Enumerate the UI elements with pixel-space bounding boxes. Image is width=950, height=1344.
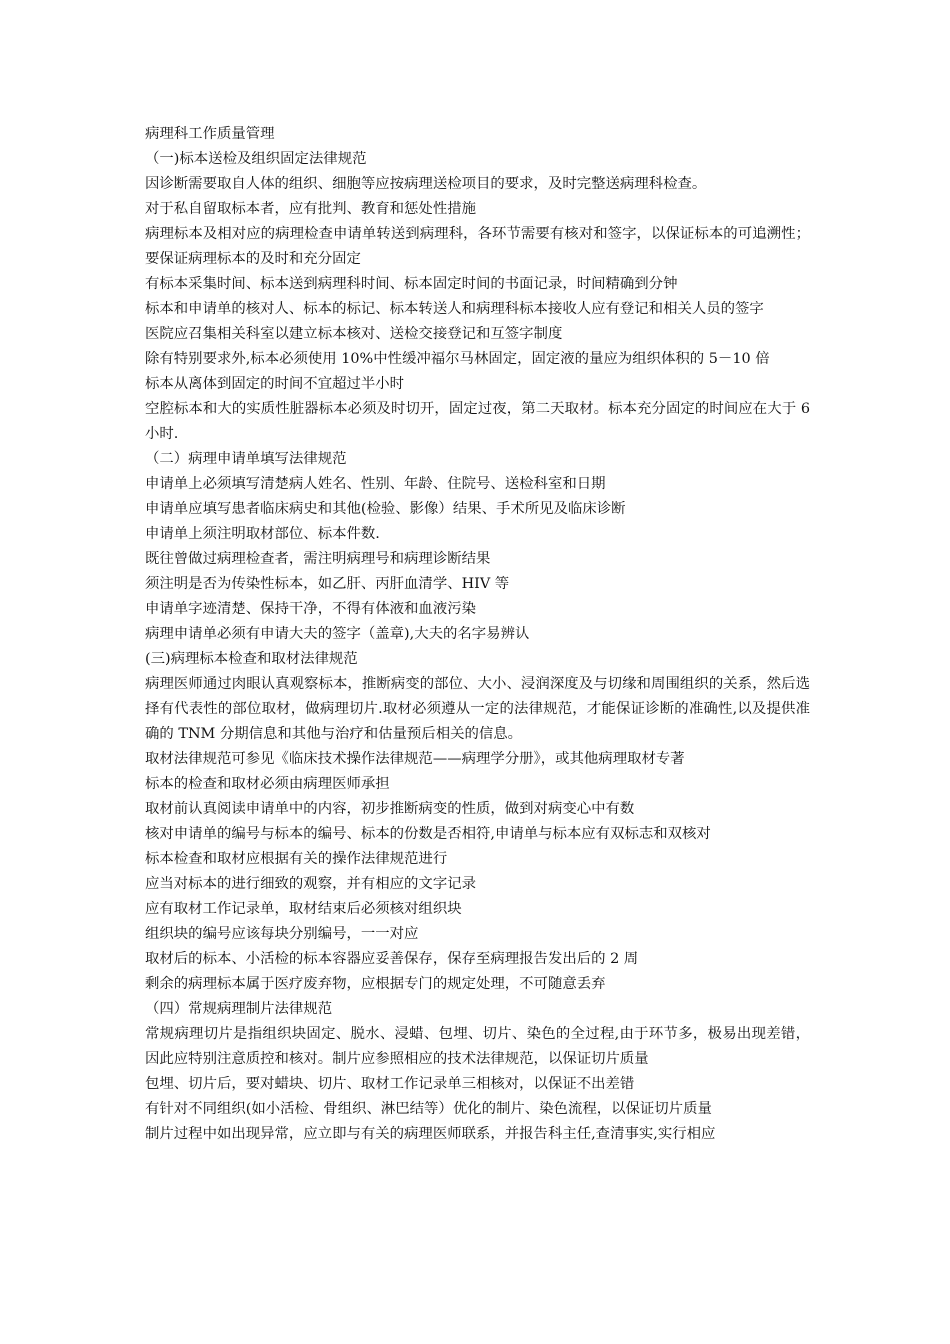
body-paragraph: 包埋、切片后，要对蜡块、切片、取材工作记录单三相核对，以保证不出差错 <box>145 1076 635 1092</box>
section-heading: (三)病理标本检查和取材法律规范 <box>145 651 358 667</box>
document-title: 病理科工作质量管理 <box>145 126 275 142</box>
body-paragraph: 申请单应填写患者临床病史和其他(检验、影像）结果、手术所见及临床诊断 <box>145 501 626 517</box>
body-paragraph: 制片过程中如出现异常，应立即与有关的病理医师联系，并报告科主任,查清事实,实行相应 <box>145 1126 716 1142</box>
body-paragraph: 标本检查和取材应根据有关的操作法律规范进行 <box>145 851 448 867</box>
body-paragraph: 应有取材工作记录单，取材结束后必须核对组织块 <box>145 901 462 917</box>
body-paragraph: 空腔标本和大的实质性脏器标本必须及时切开，固定过夜，第二天取材。标本充分固定的时间应在大于 6 小时. <box>145 401 810 442</box>
body-paragraph: 取材前认真阅读申请单中的内容，初步推断病变的性质，做到对病变心中有数 <box>145 801 635 817</box>
body-paragraph: 取材后的标本、小活检的标本容器应妥善保存，保存至病理报告发出后的 2 周 <box>145 951 639 967</box>
body-paragraph: 既往曾做过病理检查者，需注明病理号和病理诊断结果 <box>145 551 491 567</box>
body-paragraph: 因诊断需要取自人体的组织、细胞等应按病理送检项目的要求，及时完整送病理科检查。 <box>145 176 707 192</box>
section-heading: （二）病理申请单填写法律规范 <box>145 451 347 467</box>
section-heading: （四）常规病理制片法律规范 <box>145 1001 333 1017</box>
body-paragraph: 申请单上必须填写清楚病人姓名、性别、年龄、住院号、送检科室和日期 <box>145 476 606 492</box>
body-paragraph: 病理申请单必须有申请大夫的签字（盖章),大夫的名字易辨认 <box>145 626 530 642</box>
body-paragraph: 应当对标本的进行细致的观察，并有相应的文字记录 <box>145 876 476 892</box>
body-paragraph: 病理标本及相对应的病理检查申请单转送到病理科，各环节需要有核对和签字，以保证标本的可追溯性；要保证病理标本的及时和充分固定 <box>145 226 810 267</box>
body-paragraph: 标本和申请单的核对人、标本的标记、标本转送人和病理科标本接收人应有登记和相关人员的签字 <box>145 301 764 317</box>
body-paragraph: 除有特别要求外,标本必须使用 10%中性缓冲福尔马林固定，固定液的量应为组织体积的 5－10 倍 <box>145 351 770 367</box>
section-heading: （一)标本送检及组织固定法律规范 <box>145 151 367 167</box>
body-paragraph: 核对申请单的编号与标本的编号、标本的份数是否相符,申请单与标本应有双标志和双核对 <box>145 826 711 842</box>
body-paragraph: 标本从离体到固定的时间不宜超过半小时 <box>145 376 405 392</box>
body-paragraph: 组织块的编号应该每块分别编号，一一对应 <box>145 926 419 942</box>
paragraph-list <box>145 147 810 1147</box>
body-paragraph: 医院应召集相关科室以建立标本核对、送检交接登记和互签字制度 <box>145 326 563 342</box>
document-body <box>145 122 810 1147</box>
body-paragraph: 常规病理切片是指组织块固定、脱水、浸蜡、包埋、切片、染色的全过程,由于环节多，极易出现差错，因此应特别注意质控和核对。制片应参照相应的技术法律规范，以保证切片质量 <box>145 1026 810 1067</box>
body-paragraph: 剩余的病理标本属于医疗废弃物，应根据专门的规定处理，不可随意丢弃 <box>145 976 606 992</box>
body-paragraph: 申请单上须注明取材部位、标本件数. <box>145 526 380 542</box>
body-paragraph: 有针对不同组织(如小活检、骨组织、淋巴结等）优化的制片、染色流程，以保证切片质量 <box>145 1101 712 1117</box>
body-paragraph: 对于私自留取标本者，应有批判、教育和惩处性措施 <box>145 201 476 217</box>
body-paragraph: 标本的检查和取材必须由病理医师承担 <box>145 776 390 792</box>
body-paragraph: 申请单字迹清楚、保持干净，不得有体液和血液污染 <box>145 601 476 617</box>
body-paragraph: 病理医师通过肉眼认真观察标本，推断病变的部位、大小、浸润深度及与切缘和周围组织的关系，然后选择有代表性的部位取材，做病理切片.取材必须遵从一定的法律规范，才能保证诊断的准确性,以及提供准确的 TNM 分期信息和其他与治疗和估量预后相关的信息。 <box>145 676 810 742</box>
body-paragraph: 有标本采集时间、标本送到病理科时间、标本固定时间的书面记录，时间精确到分钟 <box>145 276 678 292</box>
body-paragraph: 须注明是否为传染性标本，如乙肝、丙肝血清学、HIV 等 <box>145 576 510 592</box>
body-paragraph: 取材法律规范可参见《临床技术操作法律规范——病理学分册》，或其他病理取材专著 <box>145 751 685 767</box>
